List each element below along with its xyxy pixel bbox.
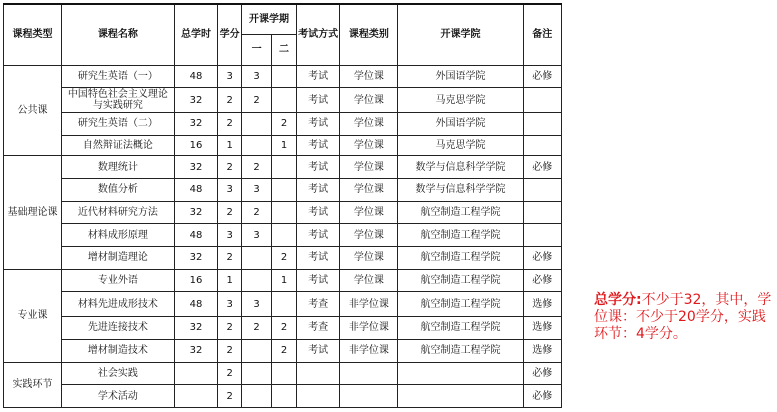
credit-cell: 3 xyxy=(218,178,242,201)
table-row xyxy=(4,247,562,270)
course-category-cell: 学位课 xyxy=(340,65,398,88)
header-course-type: 课程类型 xyxy=(4,4,62,65)
course-category-cell: 学位课 xyxy=(340,178,398,201)
semester-2-cell xyxy=(272,385,297,408)
course-category-cell: 学位课 xyxy=(340,201,398,224)
total-hours-cell: 48 xyxy=(174,178,217,201)
course-type-cell: 基础理论课 xyxy=(4,156,62,269)
college-cell: 数学与信息科学学院 xyxy=(398,156,523,179)
total-hours-cell: 48 xyxy=(174,292,217,317)
semester-2-cell: 1 xyxy=(272,135,297,156)
credit-cell: 2 xyxy=(218,362,242,385)
credit-cell: 3 xyxy=(218,224,242,247)
exam-method-cell: 考试 xyxy=(296,224,339,247)
credit-cell: 2 xyxy=(218,156,242,179)
semester-2-cell xyxy=(272,156,297,179)
semester-2-cell xyxy=(272,65,297,88)
table-row xyxy=(4,339,562,362)
course-name-cell: 增材制造技术 xyxy=(61,339,174,362)
college-cell: 马克思学院 xyxy=(398,135,523,156)
college-cell: 航空制造工程学院 xyxy=(398,292,523,317)
course-category-cell: 学位课 xyxy=(340,88,398,113)
semester-2-cell xyxy=(272,88,297,113)
header-remark: 备注 xyxy=(523,4,561,65)
course-type-cell: 实践环节 xyxy=(4,362,62,408)
semester-2-cell xyxy=(272,224,297,247)
semester-2-cell xyxy=(272,362,297,385)
total-hours-cell: 32 xyxy=(174,156,217,179)
table-row xyxy=(4,269,562,292)
course-name-cell: 自然辩证法概论 xyxy=(61,135,174,156)
exam-method-cell: 考试 xyxy=(296,65,339,88)
total-credit-note xyxy=(594,292,772,343)
course-category-cell: 非学位课 xyxy=(340,292,398,317)
course-category-cell: 学位课 xyxy=(340,269,398,292)
semester-1-cell: 2 xyxy=(242,156,272,179)
remark-cell xyxy=(523,201,561,224)
course-category-cell: 学位课 xyxy=(340,156,398,179)
course-name-cell: 数值分析 xyxy=(61,178,174,201)
exam-method-cell: 考查 xyxy=(296,317,339,340)
course-category-cell: 学位课 xyxy=(340,135,398,156)
table-row xyxy=(4,88,562,113)
credit-cell: 2 xyxy=(218,385,242,408)
semester-1-cell xyxy=(242,135,272,156)
course-type-cell: 专业课 xyxy=(4,269,62,362)
course-category-cell: 学位课 xyxy=(340,224,398,247)
course-name-cell: 中国特色社会主义理论与实践研究 xyxy=(61,88,174,113)
remark-cell: 必修 xyxy=(523,65,561,88)
exam-method-cell: 考试 xyxy=(296,135,339,156)
table-body xyxy=(4,65,562,408)
remark-cell: 选修 xyxy=(523,339,561,362)
table-row xyxy=(4,317,562,340)
remark-cell: 必修 xyxy=(523,362,561,385)
exam-method-cell: 考试 xyxy=(296,88,339,113)
semester-2-cell xyxy=(272,292,297,317)
semester-2-cell: 1 xyxy=(272,269,297,292)
exam-method-cell: 考试 xyxy=(296,201,339,224)
table-row xyxy=(4,362,562,385)
remark-cell xyxy=(523,88,561,113)
semester-1-cell xyxy=(242,385,272,408)
semester-2-cell: 2 xyxy=(272,112,297,135)
exam-method-cell xyxy=(296,362,339,385)
table-row xyxy=(4,65,562,88)
header-semester-2: 二 xyxy=(272,34,297,65)
remark-cell: 必修 xyxy=(523,269,561,292)
credit-cell: 2 xyxy=(218,112,242,135)
course-name-cell: 专业外语 xyxy=(61,269,174,292)
semester-1-cell xyxy=(242,339,272,362)
course-name-cell: 材料成形原理 xyxy=(61,224,174,247)
total-hours-cell: 32 xyxy=(174,247,217,270)
semester-1-cell: 2 xyxy=(242,201,272,224)
credit-cell: 1 xyxy=(218,269,242,292)
total-hours-cell: 32 xyxy=(174,339,217,362)
exam-method-cell: 考试 xyxy=(296,178,339,201)
total-hours-cell: 32 xyxy=(174,112,217,135)
credit-cell: 2 xyxy=(218,247,242,270)
total-hours-cell: 48 xyxy=(174,224,217,247)
total-credit-label: 总学分: xyxy=(594,292,642,308)
exam-method-cell: 考查 xyxy=(296,292,339,317)
total-hours-cell: 16 xyxy=(174,135,217,156)
credit-cell: 2 xyxy=(218,201,242,224)
course-name-cell: 学术活动 xyxy=(61,385,174,408)
exam-method-cell: 考试 xyxy=(296,247,339,270)
course-category-cell: 非学位课 xyxy=(340,339,398,362)
college-cell: 航空制造工程学院 xyxy=(398,317,523,340)
credit-cell: 2 xyxy=(218,317,242,340)
semester-2-cell: 2 xyxy=(272,339,297,362)
college-cell: 航空制造工程学院 xyxy=(398,224,523,247)
college-cell: 航空制造工程学院 xyxy=(398,201,523,224)
header-course-category: 课程类别 xyxy=(340,4,398,65)
exam-method-cell: 考试 xyxy=(296,269,339,292)
remark-cell: 选修 xyxy=(523,292,561,317)
course-category-cell: 学位课 xyxy=(340,247,398,270)
semester-1-cell: 2 xyxy=(242,317,272,340)
table-row xyxy=(4,201,562,224)
semester-2-cell xyxy=(272,178,297,201)
college-cell: 外国语学院 xyxy=(398,65,523,88)
semester-1-cell: 3 xyxy=(242,292,272,317)
semester-1-cell: 3 xyxy=(242,224,272,247)
credit-cell: 2 xyxy=(218,88,242,113)
credit-cell: 2 xyxy=(218,339,242,362)
remark-cell xyxy=(523,178,561,201)
total-hours-cell: 32 xyxy=(174,88,217,113)
remark-cell xyxy=(523,135,561,156)
total-hours-cell: 16 xyxy=(174,269,217,292)
table-row xyxy=(4,156,562,179)
total-hours-cell xyxy=(174,362,217,385)
table-row xyxy=(4,224,562,247)
remark-cell: 必修 xyxy=(523,385,561,408)
course-category-cell: 非学位课 xyxy=(340,317,398,340)
credit-cell: 1 xyxy=(218,135,242,156)
table-row xyxy=(4,178,562,201)
header-semester: 开课学期 xyxy=(242,4,297,34)
credit-cell: 3 xyxy=(218,292,242,317)
course-name-cell: 先进连接技术 xyxy=(61,317,174,340)
exam-method-cell xyxy=(296,385,339,408)
table-row xyxy=(4,292,562,317)
semester-2-cell xyxy=(272,201,297,224)
header-exam-method: 考试方式 xyxy=(296,4,339,65)
semester-1-cell: 2 xyxy=(242,88,272,113)
semester-1-cell xyxy=(242,362,272,385)
table-row xyxy=(4,385,562,408)
college-cell: 航空制造工程学院 xyxy=(398,247,523,270)
course-name-cell: 材料先进成形技术 xyxy=(61,292,174,317)
semester-1-cell xyxy=(242,269,272,292)
header-course-name: 课程名称 xyxy=(61,4,174,65)
header-semester-1: 一 xyxy=(242,34,272,65)
remark-cell: 必修 xyxy=(523,156,561,179)
course-type-cell: 公共课 xyxy=(4,65,62,156)
remark-cell: 必修 xyxy=(523,247,561,270)
curriculum-table xyxy=(3,3,562,408)
course-name-cell: 研究生英语（二） xyxy=(61,112,174,135)
course-name-cell: 近代材料研究方法 xyxy=(61,201,174,224)
total-credit-text: 不少于32，其中，学位课：不少于20学分，实践环节：4学分。 xyxy=(594,292,772,342)
college-cell: 航空制造工程学院 xyxy=(398,339,523,362)
semester-2-cell: 2 xyxy=(272,247,297,270)
header-college: 开课学院 xyxy=(398,4,523,65)
course-category-cell xyxy=(340,385,398,408)
college-cell: 航空制造工程学院 xyxy=(398,269,523,292)
table-row xyxy=(4,112,562,135)
college-cell: 马克思学院 xyxy=(398,88,523,113)
total-hours-cell: 48 xyxy=(174,65,217,88)
exam-method-cell: 考试 xyxy=(296,112,339,135)
credit-cell: 3 xyxy=(218,65,242,88)
semester-1-cell: 3 xyxy=(242,178,272,201)
remark-cell xyxy=(523,224,561,247)
course-name-cell: 研究生英语（一） xyxy=(61,65,174,88)
total-hours-cell: 32 xyxy=(174,317,217,340)
course-category-cell: 学位课 xyxy=(340,112,398,135)
total-hours-cell xyxy=(174,385,217,408)
exam-method-cell: 考试 xyxy=(296,156,339,179)
exam-method-cell: 考试 xyxy=(296,339,339,362)
remark-cell xyxy=(523,112,561,135)
course-category-cell xyxy=(340,362,398,385)
semester-1-cell xyxy=(242,247,272,270)
college-cell xyxy=(398,362,523,385)
college-cell: 数学与信息科学学院 xyxy=(398,178,523,201)
header-credit: 学分 xyxy=(218,4,242,65)
semester-2-cell: 2 xyxy=(272,317,297,340)
course-name-cell: 增材制造理论 xyxy=(61,247,174,270)
semester-1-cell: 3 xyxy=(242,65,272,88)
course-name-cell: 社会实践 xyxy=(61,362,174,385)
total-hours-cell: 32 xyxy=(174,201,217,224)
course-name-cell: 数理统计 xyxy=(61,156,174,179)
college-cell: 外国语学院 xyxy=(398,112,523,135)
remark-cell: 选修 xyxy=(523,317,561,340)
header-total-hours: 总学时 xyxy=(174,4,217,65)
table-row xyxy=(4,135,562,156)
semester-1-cell xyxy=(242,112,272,135)
college-cell xyxy=(398,385,523,408)
